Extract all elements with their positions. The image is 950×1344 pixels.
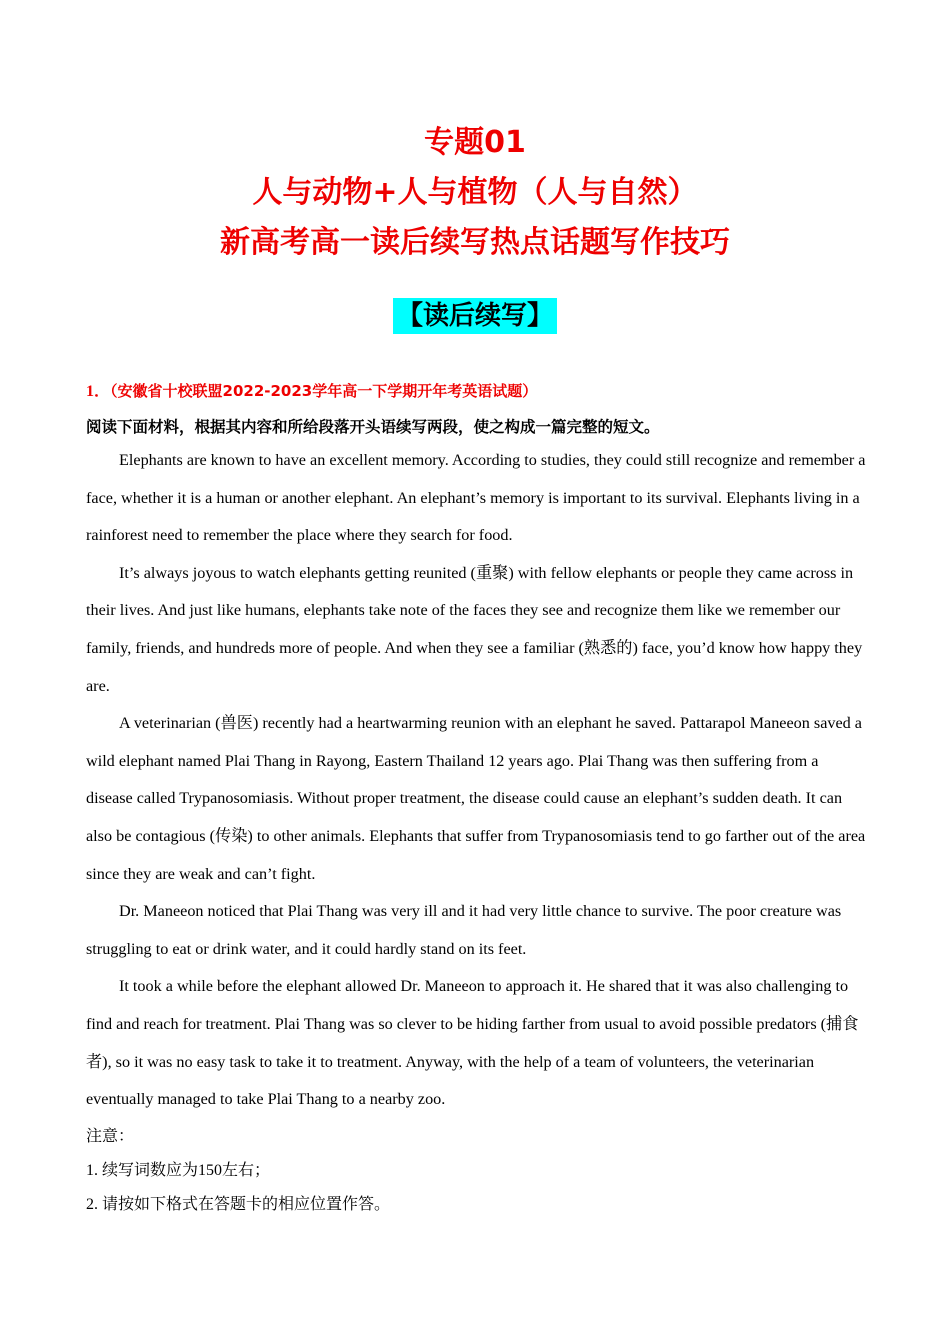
passage-paragraph: It’s always joyous to watch elephants getting reunited (重聚) with fellow elephants or people they came across in their lives. And just like humans, elephants take note of the faces they see and recognize them like we remember our family, friends, and hundreds more of people. And when they see a familiar (熟悉的) face, you’d know how happy they are. (86, 563, 863, 695)
question-header (86, 380, 537, 403)
question-instruction: 阅读下面材料，根据其内容和所给段落开头语续写两段，使之构成一篇完整的短文。 (86, 418, 660, 436)
note-item: 2. 请按如下格式在答题卡的相应位置作答。 (86, 1196, 391, 1213)
question-number: 1． (86, 383, 111, 400)
question-source: （安徽省十校联盟2022-2023学年高一下学期开年考英语试题） (110, 382, 538, 400)
reading-passage (86, 442, 866, 1119)
notes-heading: 注意： (86, 1128, 135, 1145)
title-theme: 人与动物+人与植物（人与自然） (252, 175, 698, 210)
title-topic-number: 专题01 (424, 125, 526, 160)
section-tag-wrapper (0, 298, 950, 334)
title-block (0, 118, 950, 268)
section-tag: 【读后续写】 (393, 298, 557, 334)
passage-paragraph: Dr. Maneeon noticed that Plai Thang was very ill and it had very little chance to survive. The poor creature was struggling to eat or drink water, and it could hardly stand on its feet. (86, 902, 842, 958)
note-item: 1. 续写词数应为150左右； (86, 1162, 271, 1179)
passage-paragraph: It took a while before the elephant allowed Dr. Maneeon to approach it. He shared that it was also challenging to find and reach for treatment. Plai Thang was so clever to be hiding farther from usual to avoid possible predators (捕食者), so it was no easy task to take it to treatment. Anyway, with the help of a team of volunteers, the veterinarian eventually managed to take Plai Thang to a nearby zoo. (86, 977, 859, 1109)
notes-section (86, 1120, 866, 1222)
passage-paragraph: Elephants are known to have an excellent memory. According to studies, they could still recognize and remember a face, whether it is a human or another elephant. An elephant’s memory is important to its survival. Elephants living in a rainforest need to remember the place where they search for food. (86, 451, 866, 545)
title-subtitle: 新高考高一读后续写热点话题写作技巧 (220, 225, 730, 260)
passage-paragraph: A veterinarian (兽医) recently had a heartwarming reunion with an elephant he saved. Pattarapol Maneeon saved a wild elephant named Plai Thang in Rayong, Eastern Thailand 12 years ago. Plai Thang was then suffering from a disease called Trypanosomiasis. Without proper treatment, the disease could cause an elephant’s sudden death. It can also be contagious (传染) to other animals. Elephants that suffer from Trypanosomiasis tend to go farther out of the area since they are weak and can’t fight. (86, 714, 866, 883)
